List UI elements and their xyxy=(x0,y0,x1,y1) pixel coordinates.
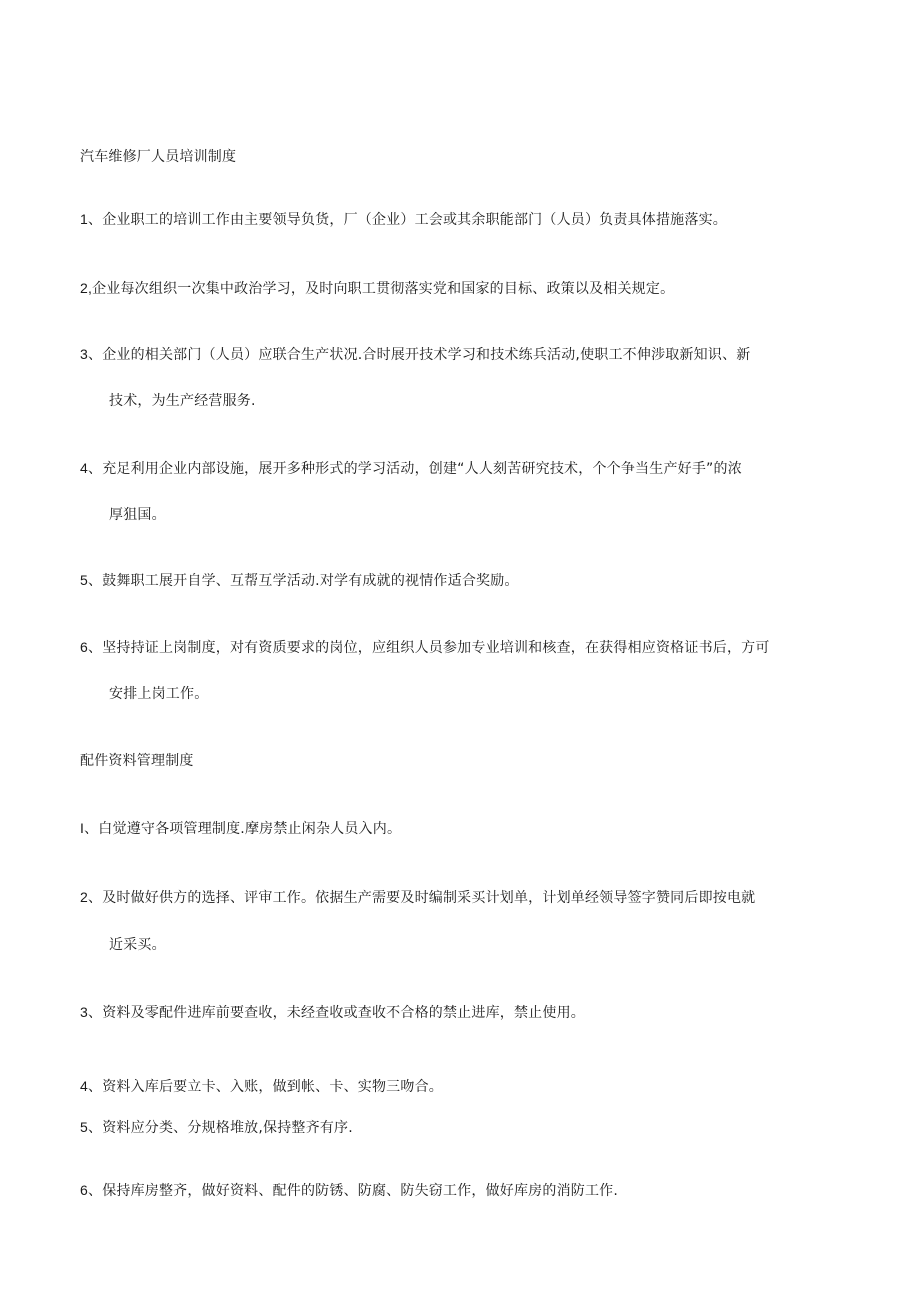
list-item xyxy=(80,1117,353,1138)
list-item xyxy=(80,637,770,658)
item-number: 2、 xyxy=(80,889,103,905)
section-title-training: 汽车维修厂人员培训制度 xyxy=(80,149,237,165)
list-item xyxy=(80,818,401,839)
item-text: 资料应分类、分规格堆放,保持整齐有序. xyxy=(102,1120,353,1136)
item-text: 企业的相关部门（人员）应联合生产状况.合时展开技术学习和技术练兵活动,使职工不伸涉取新知识、新 xyxy=(102,347,751,363)
list-item xyxy=(80,278,674,299)
list-item xyxy=(80,209,727,230)
item-text: 企业职工的培训工作由主要领导负货，厂（企业）工会或其余职能部门（人员）负责具体措施落实。 xyxy=(102,212,727,228)
item-continuation: 近采买。 xyxy=(109,937,166,953)
list-item xyxy=(80,1076,443,1097)
list-item xyxy=(80,344,751,365)
list-item xyxy=(80,570,519,591)
list-item xyxy=(80,1180,618,1201)
item-number: I、 xyxy=(80,820,99,836)
item-number: 6、 xyxy=(80,1182,103,1198)
item-continuation: 技术，为生产经营服务. xyxy=(109,393,256,409)
item-text: 保持库房整齐，做好资料、配件的防锈、防腐、防失窃工作，做好库房的消防工作. xyxy=(102,1183,619,1199)
item-text: 白觉遵守各项管理制度.摩房禁止闲杂人员入内。 xyxy=(98,821,402,837)
item-number: 3、 xyxy=(80,346,103,362)
item-text: 坚持持证上岗制度，对有资质要求的岗位，应组织人员参加专业培训和核查，在获得相应资格证书后，方可 xyxy=(102,640,770,656)
item-number: 2, xyxy=(80,280,93,296)
item-number: 5、 xyxy=(80,572,103,588)
list-item xyxy=(80,1002,585,1023)
item-number: 3、 xyxy=(80,1004,103,1020)
item-continuation: 厚狙国。 xyxy=(109,507,166,523)
item-number: 6、 xyxy=(80,639,103,655)
item-continuation: 安排上岗工作。 xyxy=(109,686,209,702)
item-number: 5、 xyxy=(80,1119,103,1135)
item-number: 4、 xyxy=(80,1078,103,1094)
item-number: 1、 xyxy=(80,211,103,227)
item-text: 资料入库后要立卡、入账，做到帐、卡、实物三吻合。 xyxy=(102,1079,443,1095)
item-text: 资料及零配件进库前要查收，未经查收或查收不合格的禁止进库，禁止使用。 xyxy=(102,1005,585,1021)
item-text: 及时做好供方的选择、评审工作。依据生产需要及时编制采买计划单，计划单经领导签字赞同后即按电就 xyxy=(102,890,756,906)
list-item xyxy=(80,887,755,908)
list-item xyxy=(80,458,742,479)
item-number: 4、 xyxy=(80,460,103,476)
item-text: 企业每次组织一次集中政治学习，及时向职工贯彻落实党和国家的目标、政策以及相关规定。 xyxy=(92,281,675,297)
item-text: 鼓舞职工展开自学、互帮互学活动.对学有成就的视情作适合奖励。 xyxy=(102,573,519,589)
item-text: 充足利用企业内部设施，展开多种形式的学习活动，创建“人人刻苦研究技术，个个争当生产好手”的浓 xyxy=(102,461,742,477)
section-title-materials: 配件资料管理制度 xyxy=(80,753,194,769)
